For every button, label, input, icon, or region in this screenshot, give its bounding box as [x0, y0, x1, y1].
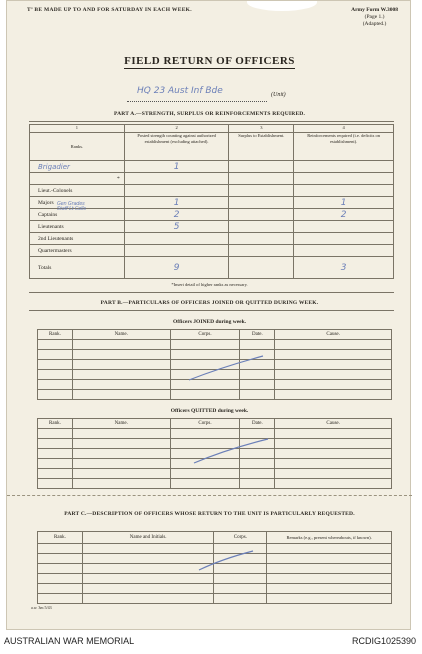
part-a-footnote: *Insert detail of higher ranks as necessary.	[171, 282, 248, 287]
surplus-cell	[229, 209, 294, 221]
surplus-cell	[229, 173, 294, 185]
reinf-cell	[294, 221, 394, 233]
unit-handwritten: HQ 23 Aust Inf Bde	[137, 86, 223, 96]
form-title: FIELD RETURN OF OFFICERS	[124, 55, 295, 67]
col-date: Date.	[240, 419, 275, 429]
col-corps: Corps.	[170, 419, 240, 429]
rank-cell: Captains	[30, 209, 125, 221]
part-a-heading: PART A.—STRENGTH, SURPLUS OR REINFORCEMENTS REQUIRED.	[113, 111, 306, 117]
total-reinf: 3	[294, 257, 394, 279]
col-name: Name.	[72, 419, 170, 429]
unit-label: (Unit)	[271, 92, 286, 98]
reinf-cell	[294, 233, 394, 245]
col-header-surplus: Surplus to Establishment.	[229, 133, 294, 161]
form-page: (Page 1.)	[364, 14, 385, 20]
rank-cell: *	[30, 173, 125, 185]
reinf-cell	[294, 173, 394, 185]
col-number: 3	[229, 125, 294, 133]
col-rank: Rank.	[38, 419, 73, 429]
col-name-initials: Name and Initials.	[82, 532, 214, 544]
surplus-cell	[229, 197, 294, 209]
posted-cell: 1	[124, 197, 229, 209]
col-corps: Corps.	[170, 330, 240, 340]
table-row	[38, 469, 392, 479]
cancel-stroke-joined	[187, 353, 267, 383]
torn-corner	[247, 1, 317, 11]
part-c-heading: PART C.—DESCRIPTION OF OFFICERS WHOSE RETURN TO THE UNIT IS PARTICULARLY REQUESTED.	[64, 511, 355, 517]
col-rank: Rank.	[38, 532, 83, 544]
joined-title: Officers JOINED during week.	[172, 319, 247, 325]
table-row	[38, 479, 392, 489]
posted-cell	[124, 185, 229, 197]
col-remarks: Remarks (e.g., present whereabouts, if known).	[267, 532, 392, 544]
reinf-cell: 2	[294, 209, 394, 221]
part-b-heading: PART B.—PARTICULARS OF OFFICERS JOINED OR QUITTED DURING WEEK.	[100, 300, 319, 306]
totals-label: Totals	[30, 257, 125, 279]
footer-archive-name: AUSTRALIAN WAR MEMORIAL	[4, 636, 135, 646]
table-row	[38, 390, 392, 400]
part-a-rule	[29, 121, 394, 122]
perforation-line	[7, 495, 412, 496]
surplus-cell	[229, 185, 294, 197]
col-cause: Cause.	[275, 419, 392, 429]
table-row	[38, 574, 392, 584]
col-date: Date.	[240, 330, 275, 340]
posted-cell: 2	[124, 209, 229, 221]
col-header-posted: Posted strength counting against authorized establishment (excluding attached).	[124, 133, 229, 161]
reinf-cell	[294, 245, 394, 257]
col-number: 4	[294, 125, 394, 133]
posted-cell: 5	[124, 221, 229, 233]
form-sheet	[6, 0, 411, 630]
footer-record-id: RCDIG1025390	[351, 636, 416, 646]
reinf-cell	[294, 185, 394, 197]
table-row	[38, 594, 392, 604]
posted-cell	[124, 173, 229, 185]
form-number	[351, 7, 398, 28]
cancel-stroke-part-c	[197, 549, 257, 573]
form-adapted: (Adapted.)	[362, 21, 387, 27]
quitted-title: Officers QUITTED during week.	[170, 408, 249, 414]
posted-cell	[124, 233, 229, 245]
col-number: 2	[124, 125, 229, 133]
col-header-reinforcements: Reinforcements required (i.e. deficits on establishment).	[294, 133, 394, 161]
rank-cell: Brigadier	[30, 161, 125, 173]
surplus-cell	[229, 245, 294, 257]
reinf-cell: 1	[294, 197, 394, 209]
print-code: a.w. 3m 5/43	[31, 605, 52, 610]
part-b-rule	[29, 310, 394, 311]
margin-note-handwritten: Gen Grades Staff Lt Colls	[57, 201, 86, 212]
rank-cell: Majors	[30, 197, 125, 209]
surplus-cell	[229, 161, 294, 173]
col-cause: Cause.	[275, 330, 392, 340]
surplus-cell	[229, 233, 294, 245]
table-row	[38, 584, 392, 594]
posted-cell	[124, 245, 229, 257]
header-instruction: T’ BE MADE UP TO AND FOR SATURDAY IN EACH WEEK.	[27, 7, 192, 13]
col-rank: Rank.	[38, 330, 73, 340]
total-posted: 9	[124, 257, 229, 279]
rank-cell: 2nd Lieutenants	[30, 233, 125, 245]
col-number: 1	[30, 125, 125, 133]
cancel-stroke-quitted	[192, 437, 272, 467]
surplus-cell	[229, 221, 294, 233]
reinf-cell	[294, 161, 394, 173]
form-name: Army Form W.3008	[351, 7, 398, 13]
col-corps: Corps.	[214, 532, 267, 544]
rank-cell: Lieutenants	[30, 221, 125, 233]
table-row	[38, 340, 392, 350]
col-name: Name.	[72, 330, 170, 340]
part-a-end-rule	[29, 292, 394, 293]
total-surplus	[229, 257, 294, 279]
posted-cell: 1	[124, 161, 229, 173]
rank-cell: Lieut.-Colonels	[30, 185, 125, 197]
col-header-ranks: Ranks.	[30, 133, 125, 161]
rank-cell: Quartermasters	[30, 245, 125, 257]
